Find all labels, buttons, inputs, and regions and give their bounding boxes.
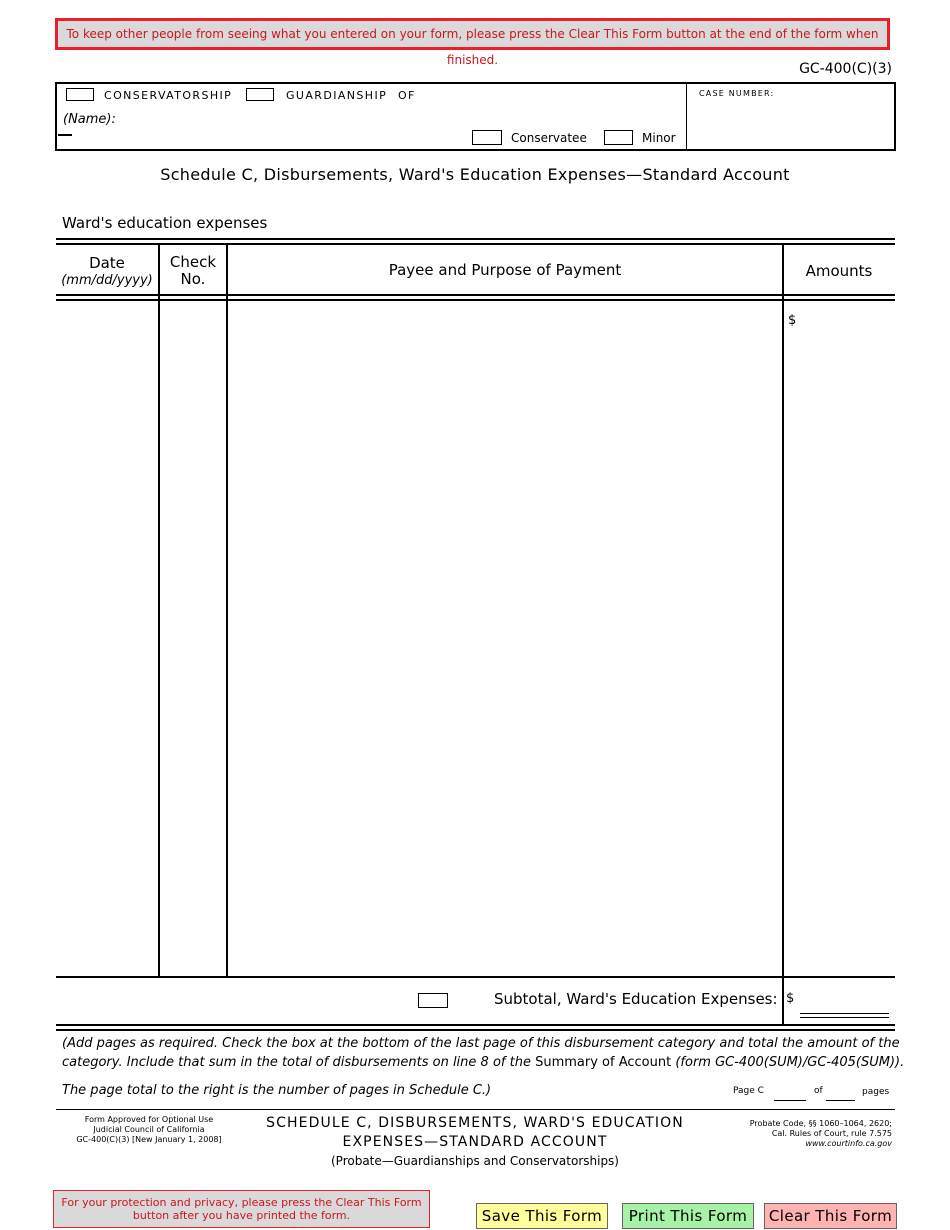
footer-citation-line-2: Cal. Rules of Court, rule 7.575 [771, 1129, 892, 1138]
subtotal-bottom-rule-1 [56, 1024, 895, 1026]
form-number: GC-400(C)(3) [799, 61, 892, 77]
footer-citation-line-1: Probate Code, §§ 1060–1064, 2620; [749, 1119, 892, 1128]
of-pages-label: of [814, 1086, 823, 1096]
col-header-check [160, 254, 226, 288]
name-dash [58, 134, 72, 136]
total-pages-input[interactable] [826, 1086, 855, 1100]
minor-checkbox[interactable] [604, 130, 633, 145]
total-pages-underline [826, 1100, 855, 1101]
col-header-date [56, 255, 158, 289]
col-header-date-label: Date [89, 254, 125, 272]
conservatorship-checkbox[interactable] [66, 88, 94, 101]
check-entry-column[interactable] [160, 302, 226, 976]
caption-divider [686, 84, 687, 149]
payee-entry-column[interactable] [228, 302, 782, 976]
page-number-underline [774, 1100, 806, 1101]
section-label: Ward's education expenses [62, 214, 268, 232]
amount-entry-column[interactable] [798, 302, 894, 976]
conservatee-label: Conservatee [511, 131, 587, 145]
instructions-line-2 [62, 1053, 904, 1072]
table-bottom-rule [56, 976, 895, 978]
instructions-line-1: (Add pages as required. Check the box at the bottom of the last page of this disbursement category and total the amount of the [62, 1036, 900, 1051]
subtotal-underline-1 [800, 1013, 889, 1014]
instructions-line-3: The page total to the right is the number of pages in Schedule C.) [62, 1083, 492, 1098]
col-header-amounts: Amounts [805, 262, 873, 280]
name-label: (Name): [63, 112, 116, 127]
subtotal-bottom-rule-2 [56, 1029, 895, 1031]
clear-form-button[interactable]: Clear This Form [764, 1203, 897, 1229]
case-number-input[interactable] [699, 104, 889, 144]
footer-citations [750, 1119, 892, 1149]
instructions-line-2-part-1: category. Include that sum in the total of disbursements on line 8 of the [62, 1055, 531, 1070]
guardianship-checkbox[interactable] [246, 88, 274, 101]
footer-approval-line-3: GC-400(C)(3) [New January 1, 2008] [76, 1135, 222, 1144]
amount-currency-symbol: $ [788, 313, 797, 328]
instructions-line-2-part-2: (form GC-400(SUM)/GC-405(SUM)). [675, 1055, 905, 1070]
table-top-rule-1 [56, 238, 895, 240]
page-number-input[interactable] [774, 1086, 806, 1100]
col-header-payee: Payee and Purpose of Payment [388, 261, 622, 279]
header-bottom-rule-1 [56, 294, 895, 296]
header-bottom-rule-2 [56, 299, 895, 301]
pages-label: pages [862, 1087, 890, 1097]
subtotal-currency-symbol: $ [786, 991, 795, 1006]
schedule-title: Schedule C, Disbursements, Ward's Education Expenses—Standard Account [160, 165, 790, 184]
footer-approval [58, 1115, 240, 1145]
last-page-checkbox[interactable] [418, 993, 448, 1008]
col-divider-payee [782, 244, 784, 1024]
footer-title-line-1: SCHEDULE C, DISBURSEMENTS, WARD'S EDUCATION [266, 1115, 684, 1131]
subtotal-underline-2 [800, 1017, 889, 1018]
footer-subtitle: (Probate—Guardianships and Conservatorships) [330, 1154, 619, 1168]
print-form-button[interactable]: Print This Form [622, 1203, 754, 1229]
page-label: Page C [733, 1086, 764, 1096]
minor-label: Minor [642, 131, 676, 145]
of-label: OF [398, 89, 416, 102]
guardianship-label: GUARDIANSHIP [286, 89, 388, 102]
table-top-rule-2 [56, 243, 895, 245]
subtotal-input[interactable] [800, 990, 889, 1012]
conservatorship-label: CONSERVATORSHIP [104, 89, 233, 102]
conservatee-checkbox[interactable] [472, 130, 502, 145]
footer-approval-line-1: Form Approved for Optional Use [84, 1115, 214, 1124]
footer-approval-line-2: Judicial Council of California [93, 1125, 205, 1134]
privacy-notice-top: To keep other people from seeing what you entered on your form, please press the Clear This Form button at the end of the form when finished. [55, 18, 890, 50]
footer-title-line-2: EXPENSES—STANDARD ACCOUNT [342, 1134, 608, 1150]
privacy-notice-bottom: For your protection and privacy, please press the Clear This Form button after you have printed the form. [53, 1190, 430, 1228]
col-header-check-label: Check [169, 253, 217, 271]
footer-rule [56, 1109, 895, 1110]
col-header-check-sublabel: No. [180, 270, 206, 288]
save-form-button[interactable]: Save This Form [476, 1203, 608, 1229]
case-number-label: CASE NUMBER: [699, 89, 775, 98]
col-header-date-sublabel: (mm/dd/yyyy) [61, 273, 153, 288]
summary-of-account-ref: Summary of Account [535, 1055, 672, 1070]
footer-website: www.courtinfo.ca.gov [805, 1139, 892, 1148]
date-entry-column[interactable] [56, 302, 158, 976]
name-input[interactable] [118, 110, 678, 128]
subtotal-label: Subtotal, Ward's Education Expenses: [494, 990, 778, 1008]
footer-title [240, 1114, 710, 1152]
